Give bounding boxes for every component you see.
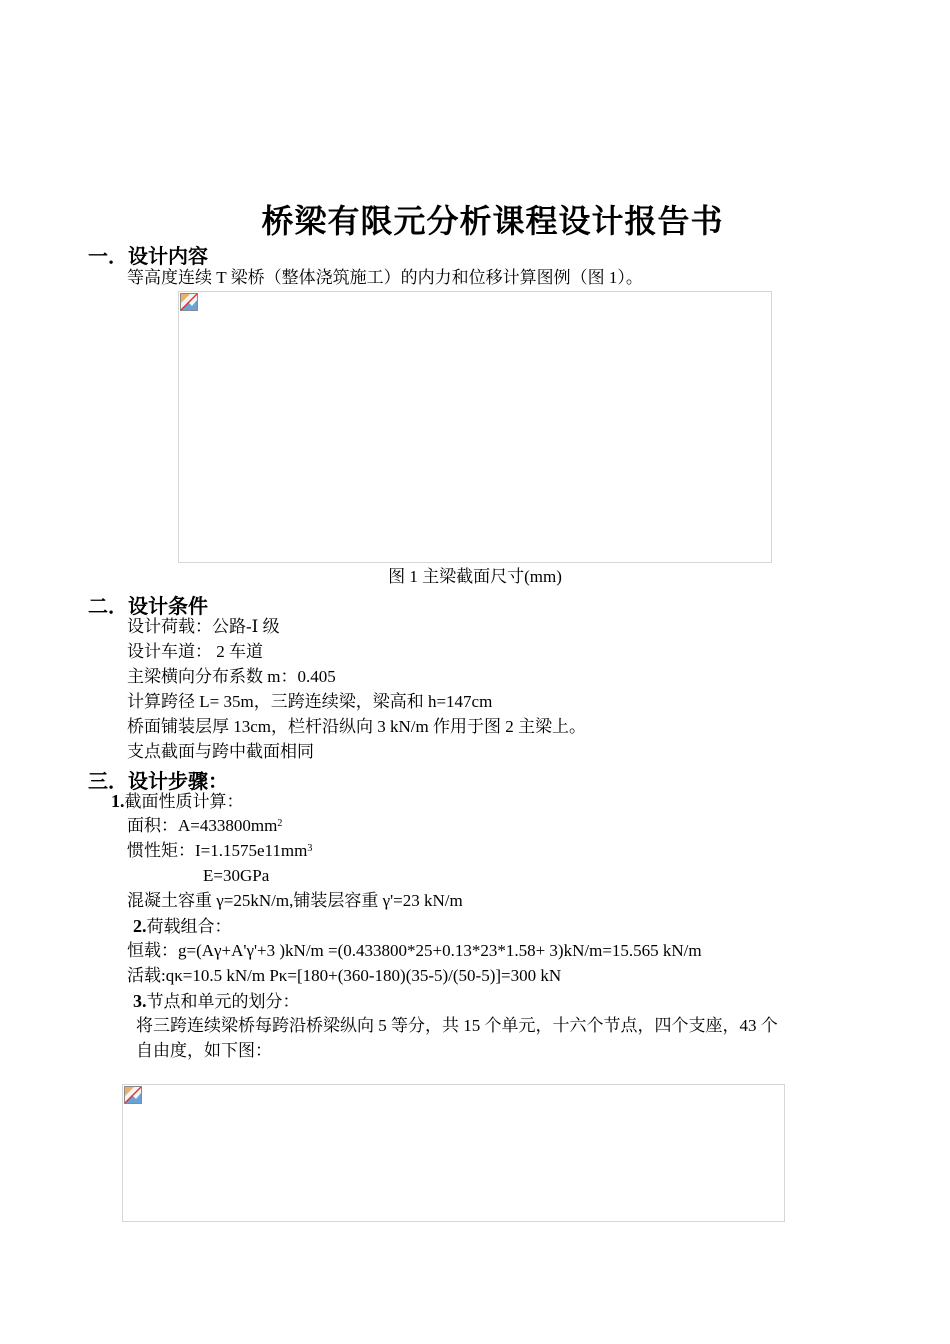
mesh-line: 自由度，如下图： bbox=[136, 1041, 272, 1060]
density-line: 混凝土容重 γ=25kN/m,铺装层容重 γ'=23 kN/m bbox=[127, 891, 463, 910]
condition-line: 支点截面与跨中截面相同 bbox=[127, 742, 314, 761]
inertia-superscript: 3 bbox=[307, 843, 313, 854]
area-text: 面积：A=433800mm bbox=[127, 816, 278, 835]
area-superscript: 2 bbox=[277, 818, 283, 829]
step-title: 荷载组合： bbox=[146, 917, 232, 936]
condition-line: 主梁横向分布系数 m：0.405 bbox=[127, 667, 336, 686]
condition-line: 设计荷载：公路-Ⅰ 级 bbox=[127, 617, 280, 636]
step-number: 3. bbox=[133, 991, 147, 1011]
inertia-line bbox=[127, 840, 312, 862]
mesh-line: 将三跨连续梁桥每跨沿桥梁纵向 5 等分，共 15 个单元，十六个节点，四个支座，43 个 bbox=[136, 1016, 778, 1035]
condition-line: 设计车道： 2 车道 bbox=[127, 642, 263, 661]
broken-image-icon bbox=[124, 1086, 142, 1104]
section-heading-design-content: 一．设计内容 bbox=[88, 246, 208, 268]
figure-1-image bbox=[178, 291, 772, 563]
broken-image-icon bbox=[180, 293, 198, 311]
figure-2-image bbox=[122, 1084, 785, 1222]
step-title: 节点和单元的划分： bbox=[146, 992, 300, 1011]
live-load-line: 活载:qκ=10.5 kN/m Pκ=[180+(360-180)(35-5)/(50-5)]=300 kN bbox=[127, 966, 562, 985]
condition-line: 计算跨径 L= 35m，三跨连续梁，梁高和 h=147cm bbox=[127, 692, 493, 711]
dead-load-line: 恒载：g=(Aγ+A'γ'+3 )kN/m =(0.433800*25+0.13*23*1.58+ 3)kN/m=15.565 kN/m bbox=[127, 941, 702, 960]
inertia-text: 惯性矩：I=1.1575e11mm bbox=[127, 841, 308, 860]
page-title: 桥梁有限元分析课程设计报告书 bbox=[261, 203, 724, 239]
step-3-heading bbox=[133, 990, 300, 1013]
step-number: 1. bbox=[111, 791, 125, 811]
section-heading-design-conditions: 二．设计条件 bbox=[88, 596, 208, 618]
step-1-heading bbox=[111, 790, 244, 813]
step-2-heading bbox=[133, 915, 232, 938]
step-number: 2. bbox=[133, 916, 147, 936]
condition-line: 桥面铺装层厚 13cm，栏杆沿纵向 3 kN/m 作用于图 2 主梁上。 bbox=[127, 717, 586, 736]
step-title: 截面性质计算： bbox=[124, 792, 244, 811]
area-line bbox=[127, 815, 282, 837]
section-heading-design-steps: 三．设计步骤： bbox=[88, 771, 228, 793]
modulus-line: E=30GPa bbox=[203, 866, 270, 885]
figure-1-caption: 图 1 主梁截面尺寸(mm) bbox=[388, 567, 562, 586]
design-content-text: 等高度连续 T 梁桥（整体浇筑施工）的内力和位移计算图例（图 1）。 bbox=[127, 268, 643, 287]
